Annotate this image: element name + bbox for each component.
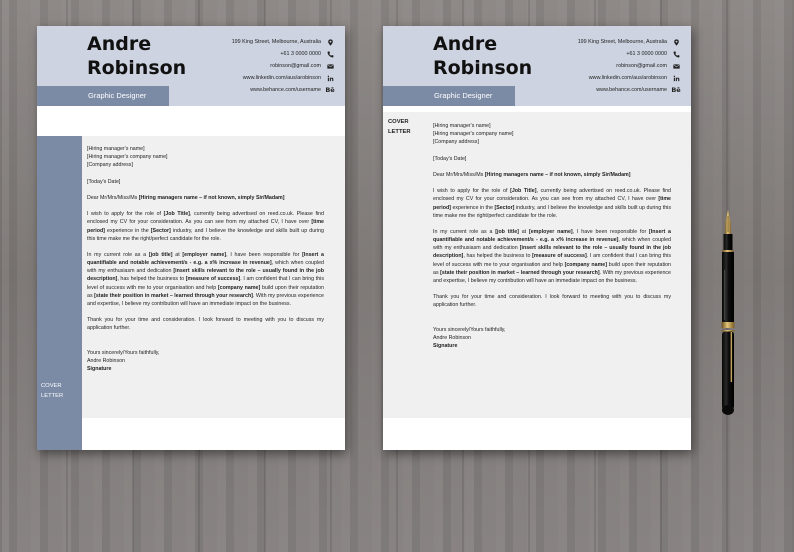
recipient-name: [Hiring manager's name] — [433, 123, 491, 129]
job-title-bar: Graphic Designer — [37, 86, 169, 106]
contact-block — [578, 36, 680, 96]
contact-behance[interactable]: www.behance.com/username Bē — [250, 86, 335, 94]
contact-address: 199 King Street, Melbourne, Australia — [578, 36, 680, 48]
first-name: Andre — [87, 33, 152, 55]
contact-phone: +61 3 0000 0000 — [232, 48, 334, 60]
section-label: COVER LETTER — [41, 383, 64, 399]
cover-letter-text — [87, 145, 324, 373]
envelope-icon — [672, 62, 680, 70]
signature-line: Signature — [433, 343, 458, 350]
recipient-name: [Hiring manager's name] — [87, 146, 145, 152]
contact-behance[interactable]: www.behance.com/username Bē — [596, 86, 681, 94]
contact-linkedin[interactable]: www.linkedin.com/aus/arobinson — [578, 72, 680, 84]
last-name: Robinson — [433, 57, 533, 79]
resume-page-right — [383, 26, 691, 450]
resume-page-left — [37, 26, 345, 450]
paragraph-3: Thank you for your time and consideration. I look forward to meeting with you to discuss my application further. — [433, 294, 671, 309]
contact-linkedin[interactable]: www.linkedin.com/aus/arobinson — [232, 72, 334, 84]
linkedin-icon — [326, 74, 334, 82]
location-pin-icon — [326, 38, 334, 46]
paragraph-3: Thank you for your time and consideration. I look forward to meeting with you to discuss my application further. — [87, 317, 324, 332]
applicant-name — [87, 32, 186, 80]
sign-name: Andre Robinson — [87, 357, 125, 364]
signature-line: Signature — [87, 366, 112, 373]
section-label: COVER LETTER — [388, 119, 411, 135]
paragraph-1: I wish to apply for the role of [Job Title], currently being advertised on reed.co.uk. Please find enclosed my CV for your consideration. As you can see from my attached CV, I have over [time period] experience in the [Sector] industry, and I believe the knowledge and skills built up during this time make me the right/perfect candidate for the role. — [433, 188, 671, 219]
paragraph-2: In my current role as a [job title] at [employer name], I have been responsible for [Insert a quantifiable and notable achievement/s - e.g. a x% increase in revenue], which when coupled with my enthusiasm and dedication [insert skills relevant to the role – usually found in the job description], has helped the business to [measure of success]. I am confident that I can bring this level of success with me to your organisation and help [company name] build upon their reputation as [state their position in market – learned through your research]. With my previous experience and expertise, I believe my contribution will have an immediate impact on the business. — [87, 251, 324, 307]
sign-off: Yours sincerely/Yours faithfully, — [87, 349, 160, 356]
sign-name: Andre Robinson — [433, 334, 471, 341]
company-address: [Company address] — [87, 162, 133, 169]
letter-date: [Today's Date] — [433, 155, 467, 162]
recipient-company: [Hiring manager's company name] — [433, 131, 514, 138]
contact-phone: +61 3 0000 0000 — [578, 48, 680, 60]
first-name: Andre — [433, 33, 498, 55]
phone-icon — [326, 50, 334, 58]
paragraph-2: In my current role as a [job title] at [employer name], I have been responsible for [Insert a quantifiable and notable achievement/s - e.g. a x% increase in revenue], which when coupled with my enthusiasm and dedication [insert skills relevant to the role – usually found in the job description], has helped the business to [measure of success]. I am confident that I can bring this level of success with me to your organisation and help [company name] build upon their reputation as [state their position in market – learned through your research]. With my previous experience and expertise, I believe my contribution will have an immediate impact on the business. — [433, 228, 672, 284]
contact-email[interactable]: robinson@gmail.com — [232, 60, 334, 72]
recipient-company: [Hiring manager's company name] — [87, 154, 168, 161]
letter-date: [Today's Date] — [87, 178, 121, 185]
sign-off: Yours sincerely/Yours faithfully, — [433, 326, 506, 333]
last-name: Robinson — [87, 57, 187, 79]
salutation: Dear Mr/Mrs/Miss/Ms [Hiring managers name – if not known, simply Sir/Madam] — [433, 171, 631, 178]
cover-letter-text — [433, 122, 671, 350]
location-pin-icon — [672, 38, 680, 46]
job-title-bar: Graphic Designer — [383, 86, 515, 106]
phone-icon — [672, 50, 680, 58]
linkedin-icon — [672, 74, 680, 82]
behance-icon: Bē — [671, 86, 681, 94]
behance-icon: Bē — [325, 86, 335, 94]
salutation: Dear Mr/Mrs/Miss/Ms [Hiring managers name – if not known, simply Sir/Madam] — [87, 194, 285, 201]
side-accent-strip — [37, 136, 82, 450]
applicant-name — [433, 32, 532, 80]
fountain-pen-image — [716, 210, 740, 418]
paragraph-1: I wish to apply for the role of [Job Title], currently being advertised on reed.co.uk. Please find enclosed my CV for your consideration. As you can see from my attached CV, I have over [time period] experience in the [Sector] industry, and I believe the knowledge and skills built up during this time make me the right/perfect candidate for the role. — [87, 211, 324, 242]
contact-address: 199 King Street, Melbourne, Australia — [232, 36, 334, 48]
envelope-icon — [326, 62, 334, 70]
company-address: [Company address] — [433, 139, 479, 146]
contact-block — [232, 36, 334, 96]
contact-email[interactable]: robinson@gmail.com — [578, 60, 680, 72]
